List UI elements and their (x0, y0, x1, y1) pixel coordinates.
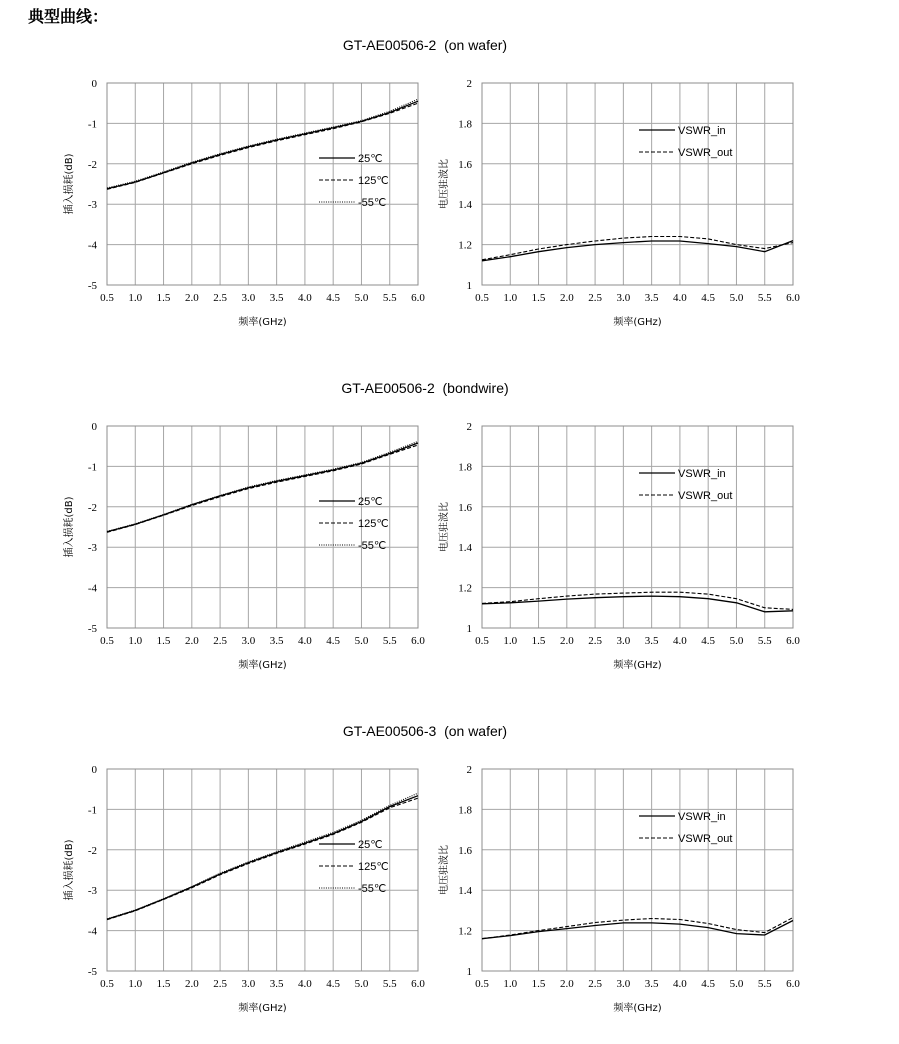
x-tick-label: 4.0 (298, 635, 312, 647)
x-tick-label: 4.5 (701, 978, 716, 990)
y-tick-label: -2 (87, 844, 97, 857)
x-tick-label: 2.5 (588, 292, 602, 304)
series-line-3 (107, 793, 418, 919)
legend-label-2: 125℃ (358, 861, 389, 873)
x-tick-label: 2.0 (559, 978, 574, 990)
x-tick-label: 1.5 (156, 635, 171, 647)
x-tick-label: 2.0 (559, 635, 574, 647)
x-tick-label: 4.0 (673, 635, 687, 647)
x-tick-label: 1.5 (531, 292, 546, 304)
x-tick-label: 4.5 (701, 292, 716, 304)
legend-label-2: VSWR_out (678, 490, 733, 502)
y-tick-label: 1.2 (458, 582, 472, 595)
legend-label-1: 25℃ (358, 496, 383, 508)
x-tick-label: 4.5 (326, 635, 341, 647)
series-line-2 (482, 592, 793, 609)
x-tick-label: 1.5 (531, 978, 546, 990)
x-tick-label: 0.5 (100, 292, 114, 304)
x-tick-label: 1.0 (128, 292, 143, 304)
y-tick-label: -1 (87, 804, 97, 817)
insertion-loss-chart-3 (50, 758, 440, 1026)
x-tick-label: 4.5 (701, 635, 716, 647)
plot-frame (482, 769, 793, 971)
x-tick-label: 3.5 (269, 978, 284, 990)
y-tick-label: 1 (466, 623, 472, 635)
y-tick-label: 1.8 (458, 461, 472, 474)
x-tick-label: 4.0 (298, 292, 312, 304)
legend-label-2: VSWR_out (678, 833, 733, 845)
x-tick-label: 5.5 (757, 292, 772, 304)
x-tick-label: 1.0 (503, 292, 518, 304)
x-tick-label: 3.5 (644, 635, 659, 647)
x-tick-label: 1.5 (156, 292, 171, 304)
x-tick-label: 1.0 (503, 635, 518, 647)
x-tick-label: 5.5 (757, 635, 772, 647)
x-tick-label: 1.0 (503, 978, 518, 990)
x-tick-label: 1.0 (128, 635, 143, 647)
y-tick-label: -1 (87, 118, 97, 131)
y-tick-label: 1.4 (458, 542, 472, 555)
x-tick-label: 3.5 (644, 292, 659, 304)
y-tick-label: 1.8 (458, 118, 472, 131)
x-tick-label: 1.5 (531, 635, 546, 647)
y-tick-label: 0 (91, 764, 97, 776)
page-heading: 典型曲线： (28, 7, 109, 26)
y-tick-label: 1.6 (458, 158, 472, 171)
vswr-chart-2 (425, 415, 815, 683)
x-tick-label: 0.5 (475, 292, 489, 304)
x-tick-label: 2.0 (184, 292, 199, 304)
y-tick-label: -3 (87, 885, 97, 898)
y-tick-label: 0 (91, 421, 97, 433)
y-tick-label: -3 (87, 199, 97, 212)
x-tick-label: 2.5 (588, 635, 602, 647)
x-tick-label: 4.0 (673, 292, 687, 304)
y-tick-label: 1.4 (458, 199, 472, 212)
y-tick-label: -1 (87, 461, 97, 474)
x-tick-label: 6.0 (786, 635, 800, 647)
x-tick-label: 4.0 (298, 978, 312, 990)
x-tick-label: 6.0 (411, 978, 425, 990)
y-axis-label: 插入损耗(dB) (64, 153, 75, 215)
y-tick-label: 2 (466, 421, 472, 433)
x-tick-label: 6.0 (411, 635, 425, 647)
y-tick-label: 2 (466, 78, 472, 90)
y-tick-label: -2 (87, 501, 97, 514)
x-tick-label: 2.5 (213, 978, 227, 990)
insertion-loss-chart-2 (50, 415, 440, 683)
x-tick-label: 3.0 (616, 292, 631, 304)
legend-label-3: -55℃ (358, 197, 387, 209)
y-tick-label: 1 (466, 966, 472, 978)
y-tick-label: 1.2 (458, 925, 472, 938)
x-tick-label: 0.5 (100, 635, 114, 647)
y-axis-label: 电压驻波比 (439, 845, 450, 895)
x-tick-label: 0.5 (475, 978, 489, 990)
x-tick-label: 2.5 (588, 978, 602, 990)
x-tick-label: 5.0 (354, 978, 369, 990)
x-tick-label: 6.0 (786, 292, 800, 304)
legend-label-2: 125℃ (358, 175, 389, 187)
legend-label-1: VSWR_in (678, 468, 726, 480)
series-line-1 (482, 596, 793, 612)
legend-label-1: 25℃ (358, 153, 383, 165)
y-tick-label: -5 (87, 623, 97, 635)
x-tick-label: 3.5 (269, 635, 284, 647)
legend-label-2: 125℃ (358, 518, 389, 530)
x-tick-label: 5.0 (354, 635, 369, 647)
group-title-1: GT-AE00506-2 (on wafer) (342, 37, 508, 53)
x-tick-label: 2.5 (213, 635, 227, 647)
x-tick-label: 5.5 (757, 978, 772, 990)
series-line-1 (107, 796, 418, 920)
x-tick-label: 4.0 (673, 978, 687, 990)
series-line-1 (482, 921, 793, 939)
series-line-2 (482, 918, 793, 939)
group-title-2: GT-AE00506-2 (bondwire) (341, 380, 509, 396)
legend-label-1: VSWR_in (678, 811, 726, 823)
insertion-loss-chart-1 (50, 72, 440, 340)
x-tick-label: 6.0 (411, 292, 425, 304)
y-tick-label: 1.6 (458, 501, 472, 514)
legend-label-1: 25℃ (358, 839, 383, 851)
x-tick-label: 2.5 (213, 292, 227, 304)
y-tick-label: -5 (87, 966, 97, 978)
y-tick-label: 1.4 (458, 885, 472, 898)
x-tick-label: 5.0 (354, 292, 369, 304)
x-tick-label: 3.5 (644, 978, 659, 990)
x-axis-label: 频率(GHz) (238, 660, 287, 671)
y-tick-label: 1 (466, 280, 472, 292)
x-tick-label: 5.0 (729, 292, 744, 304)
y-tick-label: -4 (87, 925, 97, 938)
x-axis-label: 频率(GHz) (613, 1003, 662, 1014)
x-tick-label: 2.0 (184, 978, 199, 990)
x-axis-label: 频率(GHz) (238, 1003, 287, 1014)
plot-frame (482, 426, 793, 628)
series-line-1 (482, 241, 793, 261)
x-tick-label: 5.5 (382, 292, 397, 304)
y-tick-label: 2 (466, 764, 472, 776)
x-tick-label: 4.5 (326, 978, 341, 990)
group-title-3: GT-AE00506-3 (on wafer) (342, 723, 508, 739)
x-tick-label: 5.0 (729, 978, 744, 990)
vswr-chart-1 (425, 72, 815, 340)
x-tick-label: 0.5 (100, 978, 114, 990)
x-tick-label: 0.5 (475, 635, 489, 647)
y-axis-label: 电压驻波比 (439, 502, 450, 552)
x-tick-label: 5.0 (729, 635, 744, 647)
legend-label-1: VSWR_in (678, 125, 726, 137)
x-tick-label: 2.0 (559, 292, 574, 304)
x-tick-label: 1.0 (128, 978, 143, 990)
x-tick-label: 3.0 (616, 978, 631, 990)
y-tick-label: -4 (87, 582, 97, 595)
plot-frame (482, 83, 793, 285)
x-axis-label: 频率(GHz) (238, 317, 287, 328)
legend-label-2: VSWR_out (678, 147, 733, 159)
y-tick-label: 1.8 (458, 804, 472, 817)
y-tick-label: 0 (91, 78, 97, 90)
vswr-chart-3 (425, 758, 815, 1026)
legend-label-3: -55℃ (358, 540, 387, 552)
x-axis-label: 频率(GHz) (613, 317, 662, 328)
x-tick-label: 2.0 (184, 635, 199, 647)
y-tick-label: -3 (87, 542, 97, 555)
x-tick-label: 3.0 (241, 978, 256, 990)
x-tick-label: 5.5 (382, 635, 397, 647)
y-axis-label: 插入损耗(dB) (64, 496, 75, 558)
y-tick-label: -2 (87, 158, 97, 171)
x-tick-label: 4.5 (326, 292, 341, 304)
y-tick-label: -4 (87, 239, 97, 252)
x-tick-label: 3.0 (241, 635, 256, 647)
y-axis-label: 插入损耗(dB) (64, 839, 75, 901)
x-axis-label: 频率(GHz) (613, 660, 662, 671)
y-tick-label: 1.6 (458, 844, 472, 857)
x-tick-label: 1.5 (156, 978, 171, 990)
x-tick-label: 3.5 (269, 292, 284, 304)
x-tick-label: 3.0 (616, 635, 631, 647)
y-axis-label: 电压驻波比 (439, 159, 450, 209)
y-tick-label: -5 (87, 280, 97, 292)
x-tick-label: 5.5 (382, 978, 397, 990)
legend-label-3: -55℃ (358, 883, 387, 895)
x-tick-label: 3.0 (241, 292, 256, 304)
y-tick-label: 1.2 (458, 239, 472, 252)
x-tick-label: 6.0 (786, 978, 800, 990)
